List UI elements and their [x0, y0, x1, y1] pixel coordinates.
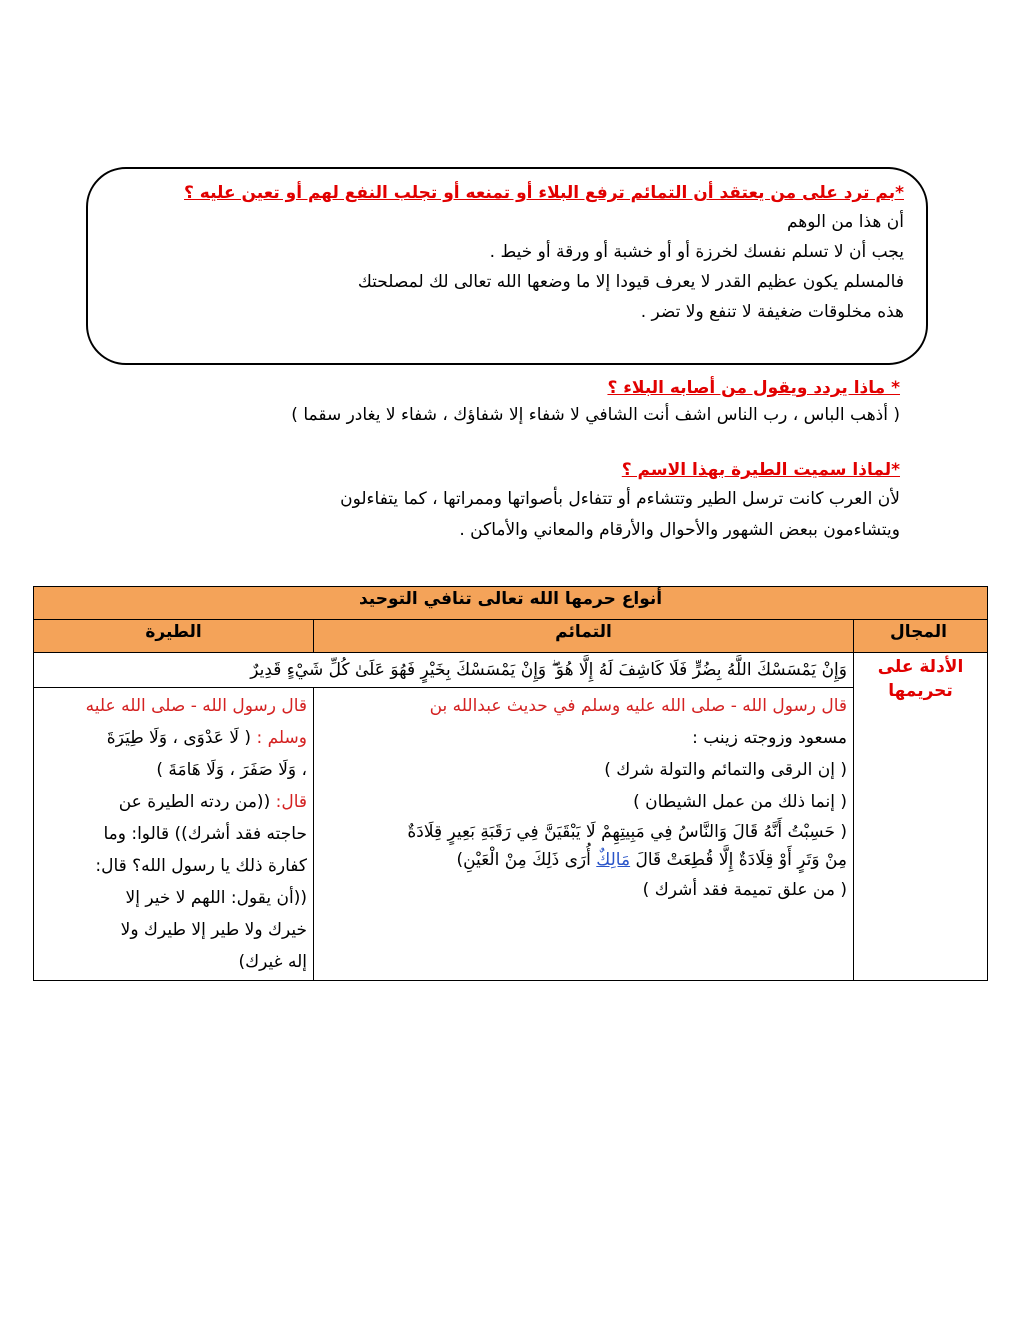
header-field: المجال — [854, 620, 988, 653]
tiyara-line-4 — [40, 786, 307, 818]
affliction-answer: ( أذهب الباس ، رب الناس اشف أنت الشافي لا شفاء إلا شفاؤك ، شفاء لا يغادر سقما ) — [291, 405, 900, 425]
header-tamaem: التمائم — [314, 620, 854, 653]
tiyara-line-8: خيرك ولا طير إلا طيرك ولا — [120, 920, 307, 940]
tiyara-line-4a: قال: — [275, 792, 307, 812]
box-line-4: هذه مخلوقات ضغيفة لا تنفع ولا تضر . — [640, 302, 904, 322]
section-tiyara-name — [100, 456, 900, 546]
quran-ayah: وَإِنْ يَمْسَسْكَ اللَّهُ بِضُرٍّ فَلَا كَاشِفَ لَهُ إِلَّا هُوَ ۖ وَإِنْ يَمْسَسْكَ بِخَيْرٍ فَهُوَ عَلَىٰ كُلِّ شَيْءٍ قَدِيرٌ — [34, 653, 854, 688]
hadith-1: ( إن الرقى والتمائم والتولة شرك ) — [604, 760, 847, 780]
tiyara-line-3: ، وَلَا صَفَرَ ، وَلَا هَامَةَ ) — [156, 760, 307, 780]
tiyara-line-6: كفارة ذلك يا رسول الله؟ قال: — [95, 856, 307, 876]
tiyara-line-2a: وسلم : — [256, 728, 307, 748]
box-line-1: أن هذا من الوهم — [786, 212, 904, 232]
tamaem-intro-1: قال رسول الله - صلى الله عليه وسلم في حديث عبدالله بن — [429, 696, 847, 716]
tawheed-table — [33, 586, 988, 981]
tiyara-line-2b: ( لَا عَدْوَى ، وَلَا طِيَرَةَ — [106, 728, 252, 748]
question-box — [86, 167, 928, 365]
tiyara-line-5: حاجته فقد أشرك)) قالوا: وما — [103, 824, 307, 844]
tiyara-name-question: *لماذا سميت الطيرة بهذا الاسم ؟ — [621, 460, 900, 480]
tiyara-name-line-1: لأن العرب كانت ترسل الطير وتتشاءم أو تتفاءل بأصواتها وممراتها ، كما يتفاءلون — [340, 489, 900, 509]
tamaem-evidence — [314, 688, 854, 981]
hadith-3a: ( حَسِبْتُ أَنَّهُ قَالَ وَالنَّاسُ فِي مَبِيتِهِمْ لَا يَبْقَيَنَّ فِي رَقَبَةِ بَعِيرٍ قِلَادَةٌ — [407, 822, 847, 842]
tiyara-line-2 — [40, 722, 307, 754]
affliction-question: * ماذا يردد ويقول من أصابه البلاء ؟ — [607, 378, 900, 398]
hadith-2: ( إنما ذلك من عمل الشيطان ) — [633, 792, 847, 812]
evidence-label-line-1: الأدلة على — [877, 657, 964, 677]
box-question: *بم ترد على من يعتقد أن التمائم ترفع البلاء أو تمنعه أو تجلب النفع لهم أو تعين عليه ؟ — [184, 183, 904, 203]
table-title: أنواع حرمها الله تعالى تنافي التوحيد — [34, 587, 988, 620]
section-affliction — [100, 374, 900, 428]
box-line-3: فالمسلم يكون عظيم القدر لا يعرف قيودا إلا ما وضعها الله تعالى لك لمصلحتك — [357, 272, 904, 292]
malik-link[interactable]: مَالِكٌ — [596, 850, 631, 870]
tiyara-line-7: ((أن يقول: اللهم لا خير إلا — [125, 888, 307, 908]
hadith-3b-pre: مِنْ وَتَرٍ أَوْ قِلَادَةٌ إِلَّا قُطِعَتْ قَالَ — [635, 850, 847, 870]
header-tiyara: الطيرة — [34, 620, 314, 653]
hadith-3b — [320, 846, 847, 874]
box-line-2: يجب أن لا تسلم نفسك لخرزة أو أو خشبة أو ورقة أو خيط . — [489, 242, 904, 262]
tiyara-line-1: قال رسول الله - صلى الله عليه — [85, 696, 307, 716]
evidence-label — [854, 653, 988, 981]
tamaem-intro-2: مسعود وزوجته زينب : — [692, 728, 847, 748]
tiyara-evidence — [34, 688, 314, 981]
evidence-label-line-2: تحريمها — [888, 681, 953, 701]
tiyara-line-9: إله غيرك) — [238, 952, 307, 972]
hadith-4: ( من علق تميمة فقد أشرك ) — [642, 880, 847, 900]
tiyara-name-line-2: ويتشاءمون ببعض الشهور والأحوال والأرقام والمعاني والأماكن . — [459, 520, 900, 540]
tiyara-line-4b: ((من ردته الطيرة عن — [118, 792, 271, 812]
hadith-3b-post: أُرَى ذَلِكَ مِنْ الْعَيْنِ) — [456, 850, 591, 870]
